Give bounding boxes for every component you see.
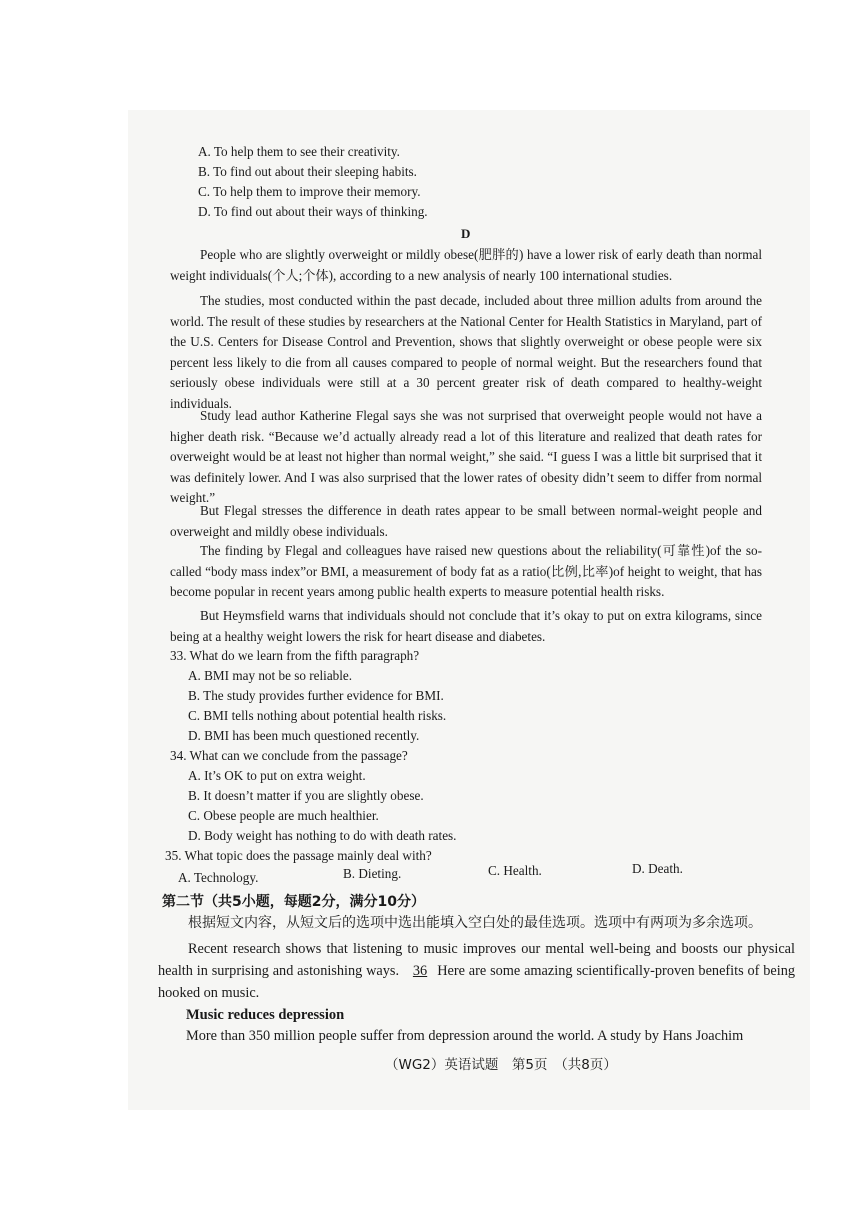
cloze-intro-after: Here are some amazing scientifically-proven benefits of being hooked on music. xyxy=(158,963,796,1001)
question-34-stem: 34. What can we conclude from the passage? xyxy=(170,748,408,763)
page-footer: （WG2）英语试题 第5页 （共8页） xyxy=(385,1057,617,1073)
passage-paragraph-3: Study lead author Katherine Flegal says she was not surprised that overweight people would not have a higher death risk. “Because we’d actually already read a lot of this literature and realized that death rates for overweight would be at least not higher than normal weight,” she said. “I guess I was a little bit surprised that it was definitely lower. And I was also surprised that the lower rates of obesity didn’t seem to differ from normal weight.” xyxy=(170,408,762,505)
question-35-option-b: B. Dieting. xyxy=(343,866,402,881)
prev-option-a: A. To help them to see their creativity. xyxy=(198,144,400,159)
prev-option-b: B. To find out about their sleeping habits. xyxy=(198,164,417,179)
question-35-stem: 35. What topic does the passage mainly deal with? xyxy=(165,848,432,863)
prev-option-d: D. To find out about their ways of thinking. xyxy=(198,204,428,219)
passage-paragraph-4: But Flegal stresses the difference in death rates appear to be small between normal-weight people and overweight and mildly obese individuals. xyxy=(170,503,762,539)
passage-paragraph-2: The studies, most conducted within the past decade, included about three million adults from around the world. The result of these studies by researchers at the National Center for Health Statistics in Maryland, part of the U.S. Centers for Disease Control and Prevention, shows that slightly overweight or obese people were six percent less likely to die from all causes compared to people of normal weight. But the researchers found that seriously obese individuals were still at a 30 percent greater risk of death compared to healthy-weight individuals. xyxy=(170,293,762,411)
passage-paragraph-6: But Heymsfield warns that individuals should not conclude that it’s okay to put on extra kilograms, since being at a healthy weight lowers the risk for heart disease and diabetes. xyxy=(170,608,762,644)
question-33-option-b: B. The study provides further evidence for BMI. xyxy=(188,688,444,703)
question-34-option-c: C. Obese people are much healthier. xyxy=(188,808,379,823)
question-33-option-c: C. BMI tells nothing about potential health risks. xyxy=(188,708,447,723)
cloze-intro-before: Recent research shows that listening to music improves our mental well-being and boosts our physical health in surprising and astonishing ways. xyxy=(158,941,795,979)
question-34-option-d: D. Body weight has nothing to do with death rates. xyxy=(188,828,457,843)
question-33-option-d: D. BMI has been much questioned recently. xyxy=(188,728,420,743)
section-2-title: 第二节（共5小题，每题2分，满分10分） xyxy=(162,894,425,910)
cloze-last-line: More than 350 million people suffer from depression around the world. A study by Hans Joachim xyxy=(186,1028,744,1044)
blank-36[interactable]: 36 xyxy=(412,963,428,979)
passage-paragraph-1: People who are slightly overweight or mildly obese(肥胖的) have a lower risk of early death than normal weight individuals(个人;个体), according to a new analysis of nearly 100 international studies. xyxy=(170,247,762,283)
cloze-intro-paragraph xyxy=(158,938,795,1004)
question-35-option-a: A. Technology. xyxy=(178,870,259,885)
question-35-option-c: C. Health. xyxy=(488,863,542,878)
passage-paragraph-5: The finding by Flegal and colleagues have raised new questions about the reliability(可靠性)of the so-called “body mass index”or BMI, a measurement of body fat as a ratio(比例,比率)of height to weight, that has become popular in recent years among public health experts to measure potential health risks. xyxy=(170,543,762,599)
question-34-option-a: A. It’s OK to put on extra weight. xyxy=(188,768,366,783)
prev-option-c: C. To help them to improve their memory. xyxy=(198,184,421,199)
question-33-option-a: A. BMI may not be so reliable. xyxy=(188,668,353,683)
passage-label: D xyxy=(461,226,471,241)
section-2-instruction: 根据短文内容，从短文后的选项中选出能填入空白处的最佳选项。选项中有两项为多余选项。 xyxy=(188,915,762,931)
question-34-option-b: B. It doesn’t matter if you are slightly obese. xyxy=(188,788,424,803)
question-33-stem: 33. What do we learn from the fifth paragraph? xyxy=(170,648,420,663)
question-35-option-d: D. Death. xyxy=(632,861,683,876)
cloze-subheading: Music reduces depression xyxy=(186,1007,345,1023)
